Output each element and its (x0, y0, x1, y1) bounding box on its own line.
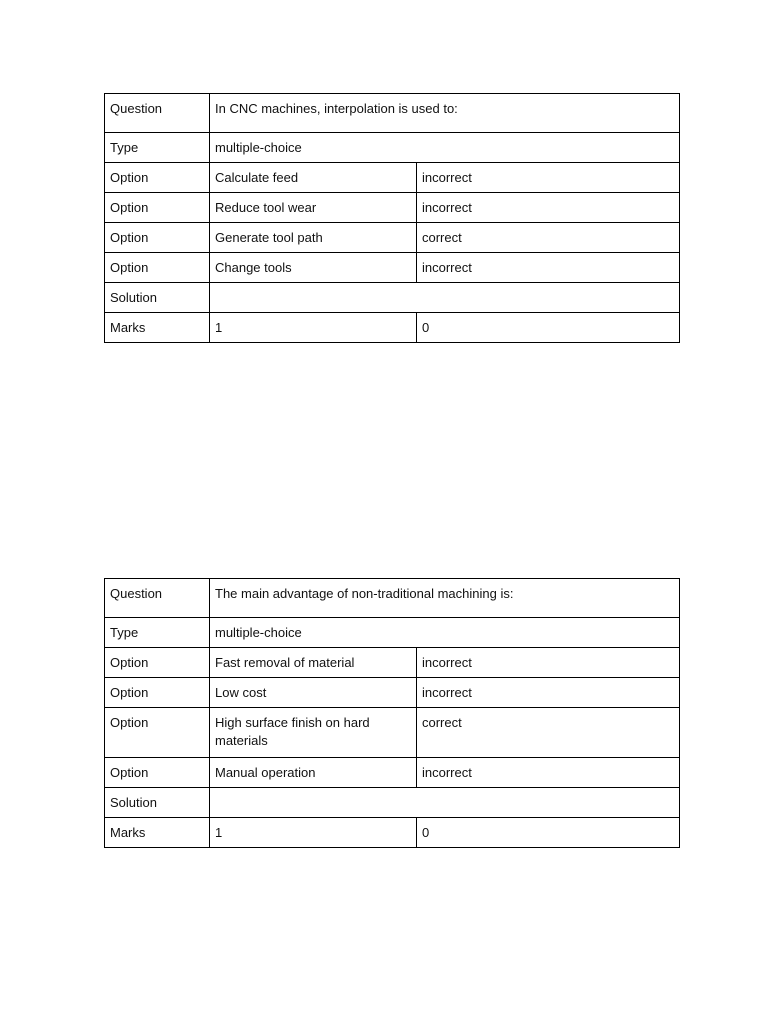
option-row (105, 193, 680, 223)
option-text: Manual operation (210, 758, 417, 788)
question-text: In CNC machines, interpolation is used to: (210, 94, 680, 133)
marks-row (105, 818, 680, 848)
option-text: Fast removal of material (210, 648, 417, 678)
question-text: The main advantage of non-traditional machining is: (210, 579, 680, 618)
option-text: High surface finish on hard materials (210, 708, 417, 758)
option-status: correct (417, 223, 680, 253)
option-status: incorrect (417, 253, 680, 283)
type-row (105, 133, 680, 163)
option-status: correct (417, 708, 680, 758)
option-row (105, 758, 680, 788)
option-row (105, 678, 680, 708)
option-label: Option (105, 758, 210, 788)
solution-label: Solution (105, 283, 210, 313)
option-label: Option (105, 678, 210, 708)
type-value: multiple-choice (210, 133, 680, 163)
solution-row (105, 788, 680, 818)
question-label: Question (105, 579, 210, 618)
option-status: incorrect (417, 648, 680, 678)
solution-row (105, 283, 680, 313)
question-row (105, 94, 680, 133)
solution-text (210, 283, 680, 313)
solution-text (210, 788, 680, 818)
option-row (105, 253, 680, 283)
marks-value: 1 (210, 818, 417, 848)
marks-row (105, 313, 680, 343)
option-text: Change tools (210, 253, 417, 283)
option-label: Option (105, 193, 210, 223)
option-text: Calculate feed (210, 163, 417, 193)
option-status: incorrect (417, 678, 680, 708)
option-status: incorrect (417, 758, 680, 788)
option-row (105, 223, 680, 253)
option-text: Low cost (210, 678, 417, 708)
option-row (105, 163, 680, 193)
solution-label: Solution (105, 788, 210, 818)
marks-label: Marks (105, 818, 210, 848)
type-label: Type (105, 133, 210, 163)
question-label: Question (105, 94, 210, 133)
question-table-1 (104, 93, 680, 343)
option-label: Option (105, 708, 210, 758)
option-status: incorrect (417, 163, 680, 193)
marks-label: Marks (105, 313, 210, 343)
option-row (105, 648, 680, 678)
question-table-2 (104, 578, 680, 848)
marks-value: 1 (210, 313, 417, 343)
option-status: incorrect (417, 193, 680, 223)
option-label: Option (105, 253, 210, 283)
option-label: Option (105, 223, 210, 253)
option-label: Option (105, 163, 210, 193)
option-text: Generate tool path (210, 223, 417, 253)
type-label: Type (105, 618, 210, 648)
type-value: multiple-choice (210, 618, 680, 648)
option-label: Option (105, 648, 210, 678)
negative-marks-value: 0 (417, 818, 680, 848)
question-row (105, 579, 680, 618)
negative-marks-value: 0 (417, 313, 680, 343)
option-text: Reduce tool wear (210, 193, 417, 223)
option-row (105, 708, 680, 758)
type-row (105, 618, 680, 648)
